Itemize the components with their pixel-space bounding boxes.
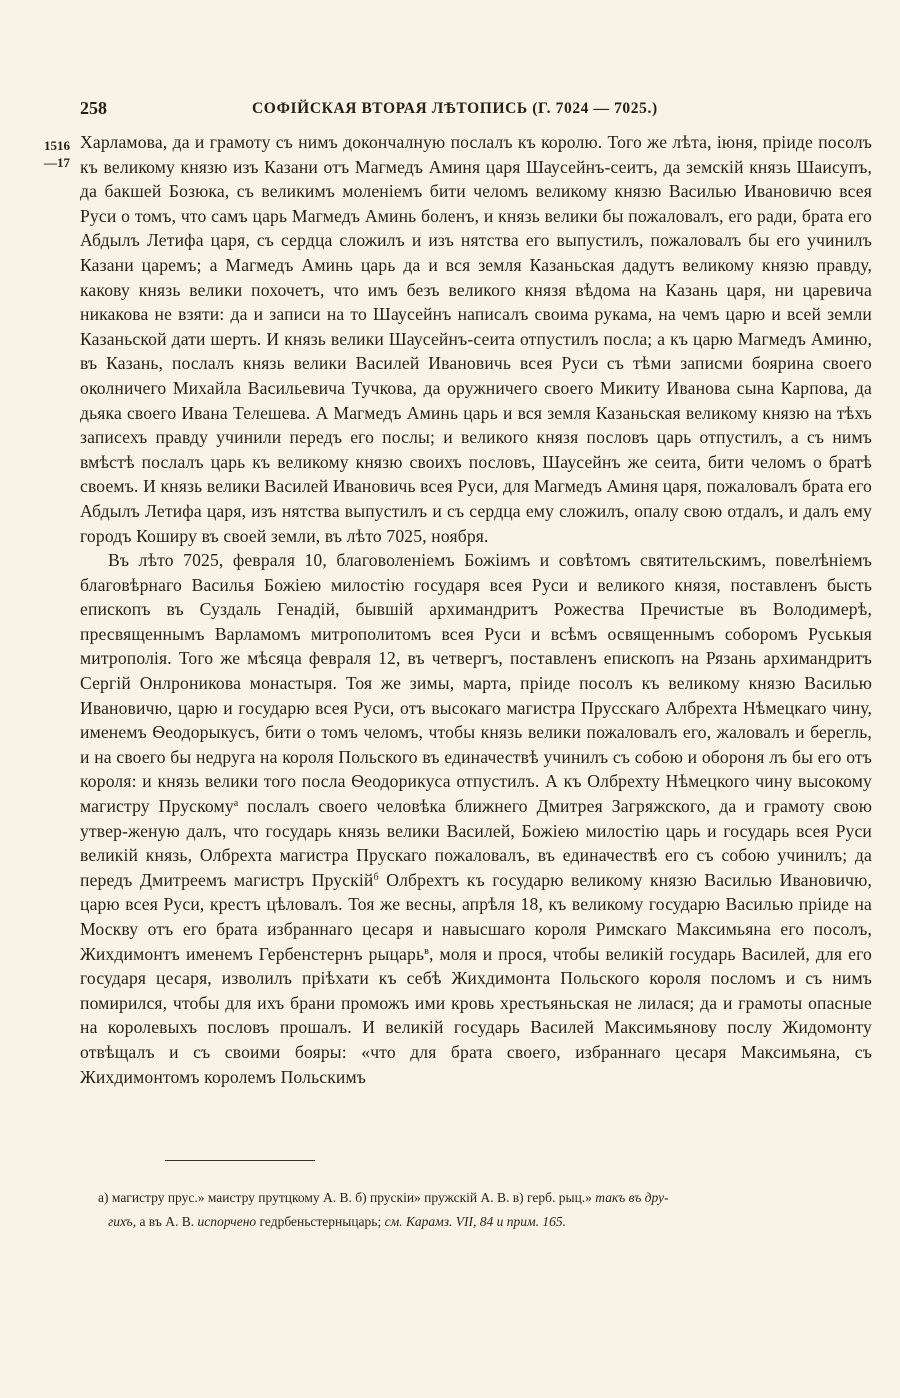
- footnote-separator: [165, 1160, 315, 1161]
- footnote-italic: см. Карамз. VII, 84 и прим. 165.: [384, 1214, 567, 1229]
- margin-year-continuation: —17: [44, 155, 70, 170]
- footnote-mark-a: а: [233, 798, 239, 810]
- footnote-mark-c: в: [424, 945, 430, 957]
- footnote-text: , а въ: [132, 1214, 166, 1229]
- footnote-mark-b: б: [373, 871, 379, 883]
- footnote-text: а) магистру прус.» маистру прутцкому А. В. б) прускіи» пружскій А. В. в) герб. рыц.»: [98, 1190, 596, 1205]
- footnote-italic: такъ въ дру-: [595, 1190, 669, 1205]
- paragraph-2-part-c: Олбрехтъ къ государю великому князю Василью Ивановичю, царю всея Руси, крестъ цѣловалъ. Тоя же весны, апрѣля 18, къ великому государю Василью пріиде на Москву отъ его брата избраннаго цесаря и навысшаго короля Римскаго Максимьяна его посолъ, Жихдимонтъ именемъ Гербенстернъ рыцарь: [80, 869, 873, 964]
- paragraph-1: Харламова, да и грамоту съ нимъ докончалную послалъ къ королю. Того же лѣта, іюня, пріиде посолъ къ великому князю изъ Казани отъ Магмедъ Аминя царя Шаусейнъ-сеитъ, да земскій князь Шаисупъ, да бакшей Бозюка, съ великимъ моленіемъ бити челомъ великому князю Василью Ивановичю всея Руси о томъ, что самъ царь Магмедъ Аминь боленъ, и князь велики бы пожаловалъ, его ради, брата его Абдылъ Летифа царя, съ сердца сложилъ и изъ нятства его выпустилъ, пожаловалъ бы его учинилъ Казани царемъ; а Магмедъ Аминь царь да и вся земля Казаньская дадутъ великому князю правду, какову князь велики похочетъ, что имъ безъ великого князя вѣдома на Казань царя, ни царевича никакова не взяти: да и записи на то Шаусейнъ написалъ своима рукама, на чемъ царю и всей земли Казаньской дати шерть. И князь велики Шаусейнъ-сеита отпустилъ посла; а къ царю Магмедъ Аминю, въ Казань, послалъ князь велики Василей Ивановичь всея Руси съ тѣми записми боярина своего околничего Михайла Васильевича Тучкова, да оружничего своего Микиту Иванова сына Карпова, да дьяка своего Ивана Телешева. А Магмедъ Аминь царь и вся земля Казаньская великому князю на тѣхъ записехъ правду учинили передъ его послы; и великого князя пословъ царь отпустилъ, а съ нимъ вмѣстѣ послалъ царь къ великому князю своихъ пословъ, Шаусейнъ же сеита, бити челомъ о братѣ своемъ. И князь велики Василей Ивановичь всея Руси, для Магмедъ Аминя царя, пожаловалъ брата его Абдылъ Летифа царя, изъ нятства выпустилъ и съ сердца ему сложилъ, опалу свою отдалъ, и далъ ему городъ Коширу въ своей земли, въ лѣто 7025, ноября.: [80, 132, 872, 546]
- footnotes: [80, 1186, 872, 1234]
- paragraph-2: [80, 548, 872, 1089]
- paragraph-2-part-b: послалъ своего человѣка ближнего Дмитрея Загряжского, да и грамоту свою утвер-женую далъ, что государь князь велики Василей, Божіею милостію царь и государь всея Руси великій князь, Олбрехта магистра Прускаго пожаловалъ, въ единачествѣ его съ собою учинилъ; да передъ Дмитреемъ магистръ Прускій: [80, 796, 872, 890]
- footnote-line-2: [80, 1210, 872, 1234]
- margin-year: 1516: [44, 138, 70, 153]
- footnote-text: А. В.: [165, 1214, 195, 1229]
- page-number: 258: [80, 98, 107, 118]
- running-head: СОФІЙСКАЯ ВТОРАЯ ЛѢТОПИСЬ (Г. 7024 — 7025.): [252, 100, 658, 117]
- footnote-italic: гихъ: [108, 1214, 133, 1229]
- footnote-italic: испорчено: [194, 1214, 260, 1229]
- page-header: [80, 98, 870, 124]
- chronicle-text: [80, 130, 872, 1089]
- paragraph-2-part-a: Въ лѣто 7025, февраля 10, благоволеніемъ Божіимъ и совѣтомъ святительскимъ, повелѣніемъ благовѣрнаго Василья Божіею милостію государя всея Руси и великого князя, поставленъ бысть епископъ въ Суздаль Генадій, бывшій архимандритъ Рожества Пречистые въ Володимерѣ, пресвященнымъ Варламомъ митрополитомъ всея Руси и всѣмъ освященнымъ соборомъ Руськыя митрополія. Того же мѣсяца февраля 12, въ четвергъ, поставленъ епископъ на Рязань архимандритъ Сергій Онлроникова монастыря. Тоя же зимы, марта, пріиде посолъ къ великому князю Василью Ивановичю, царю и государю всея Руси, отъ высокаго магистра Прусскаго Албрехта Нѣмецкаго чину, именемъ Ѳеодорыкусъ, бити о томъ челомъ, чтобы князь велики пожаловалъ его, жаловалъ и берегль, и на своего бы недруга на короля Польского въ единачествѣ учинилъ съ собою и обороня лъ бы его отъ короля: и князь велики того посла Ѳеодорикуса отпустилъ. А къ Олбрехту Нѣмецкого чину высокому магистру Прускому: [80, 550, 872, 817]
- paragraph-2-part-d: , моля и прося, чтобы великій государь Василей, для его государя цесаря, изволилъ пріѣхати къ себѣ Жихдимонта Польского короля посломъ и съ нимъ помирился, чтобы для ихъ брани проможъ ими кровь хрестьяньская не лилася; да и грамоты опасные на королевыхъ пословъ прошалъ. И великій государь Василей Максимьянову послу Жидомонту отвѣщалъ и съ своими бояры: «что для брата своего, избраннаго цесаря Максимьяна, съ Жихдимонтомъ королемъ Польскимъ: [80, 943, 873, 1087]
- footnote-text: гедрбеньстерныцарь;: [259, 1214, 385, 1229]
- footnote-line-1: [80, 1186, 872, 1210]
